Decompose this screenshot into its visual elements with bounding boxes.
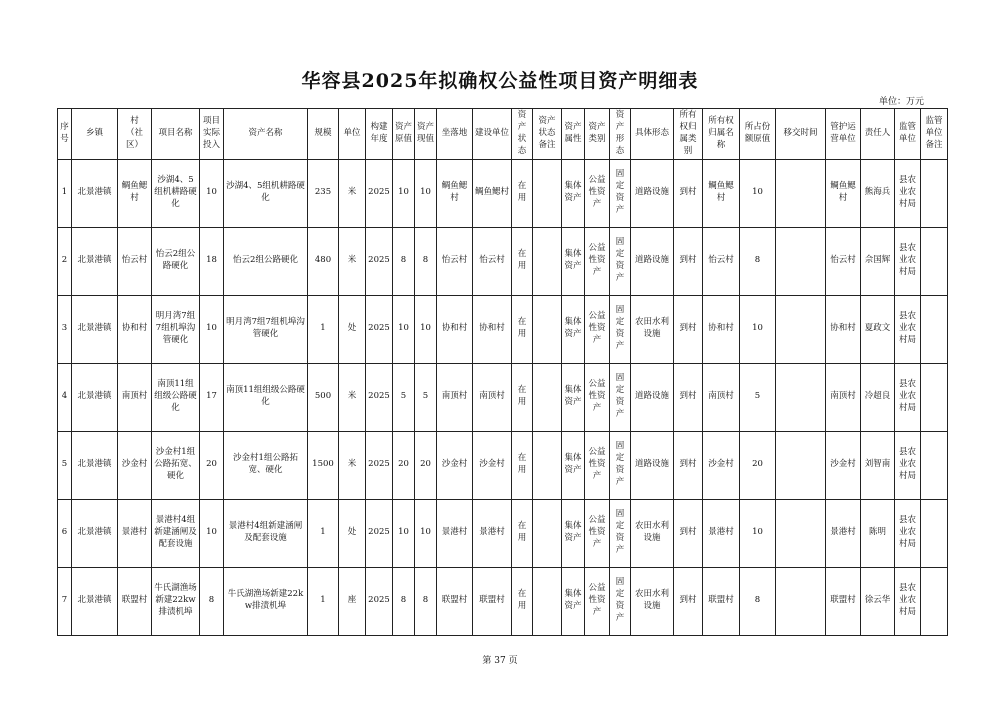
table-cell: 18 <box>200 227 224 295</box>
table-cell: 米 <box>339 227 366 295</box>
table-cell: 20 <box>740 431 776 499</box>
table-cell: 10 <box>393 159 415 227</box>
table-cell: 10 <box>200 295 224 363</box>
table-cell: 到村 <box>674 159 703 227</box>
table-cell: 北景港镇 <box>72 499 118 567</box>
table-cell: 固定资产 <box>610 567 631 635</box>
table-cell <box>776 431 826 499</box>
column-header: 资产原值 <box>393 109 415 160</box>
table-cell: 10 <box>415 499 437 567</box>
table-cell: 道路设施 <box>631 431 674 499</box>
table-cell: 南顶村 <box>826 363 861 431</box>
table-cell <box>921 363 948 431</box>
table-cell: 鲷鱼鳃村 <box>473 159 512 227</box>
table-cell: 沙金村1组公路拓宽、硬化 <box>224 431 308 499</box>
table-cell: 徐云华 <box>861 567 895 635</box>
unit-label: 单位：万元 <box>878 97 924 107</box>
table-cell: 20 <box>415 431 437 499</box>
column-header: 所占份额原值 <box>740 109 776 160</box>
table-cell: 县农业农村局 <box>895 431 921 499</box>
table-cell <box>533 159 562 227</box>
table-cell <box>921 499 948 567</box>
table-cell: 在用 <box>512 499 533 567</box>
column-header: 坐落地 <box>437 109 473 160</box>
table-cell <box>776 499 826 567</box>
table-cell: 鲷鱼鳃村 <box>437 159 473 227</box>
table-cell: 2025 <box>366 159 393 227</box>
table-cell: 8 <box>200 567 224 635</box>
table-cell: 10 <box>740 295 776 363</box>
table-cell: 南顶村 <box>437 363 473 431</box>
column-header: 规模 <box>308 109 339 160</box>
table-cell: 10 <box>740 499 776 567</box>
table-cell: 明月湾7组7组机埠沟管硬化 <box>224 295 308 363</box>
table-cell: 北景港镇 <box>72 431 118 499</box>
table-cell: 2025 <box>366 227 393 295</box>
table-cell: 20 <box>393 431 415 499</box>
table-cell: 佘国辉 <box>861 227 895 295</box>
table-cell: 沙金村 <box>473 431 512 499</box>
table-cell: 在用 <box>512 295 533 363</box>
table-cell: 怡云村 <box>826 227 861 295</box>
table-row <box>58 227 948 295</box>
table-cell: 景港村 <box>703 499 740 567</box>
table-cell: 陈明 <box>861 499 895 567</box>
table-cell: 县农业农村局 <box>895 295 921 363</box>
table-cell <box>921 295 948 363</box>
table-cell: 在用 <box>512 431 533 499</box>
table-cell: 5 <box>415 363 437 431</box>
table-cell: 南顶11组组级公路硬化 <box>152 363 200 431</box>
column-header: 责任人 <box>861 109 895 160</box>
table-cell <box>776 295 826 363</box>
table-cell: 冷超良 <box>861 363 895 431</box>
table-cell: 3 <box>58 295 72 363</box>
table-cell: 鲷鱼鳃村 <box>703 159 740 227</box>
table-cell: 南顶11组组级公路硬化 <box>224 363 308 431</box>
table-cell: 8 <box>393 227 415 295</box>
table-cell: 公益性资产 <box>585 159 610 227</box>
table-cell <box>533 499 562 567</box>
table-row <box>58 363 948 431</box>
table-cell: 2025 <box>366 499 393 567</box>
table-cell: 公益性资产 <box>585 295 610 363</box>
table-cell: 县农业农村局 <box>895 567 921 635</box>
table-cell: 沙金村 <box>437 431 473 499</box>
table-cell: 集体资产 <box>562 363 585 431</box>
column-header: 单位 <box>339 109 366 160</box>
table-cell: 6 <box>58 499 72 567</box>
table-cell: 5 <box>740 363 776 431</box>
column-header: 资产现值 <box>415 109 437 160</box>
table-cell: 公益性资产 <box>585 567 610 635</box>
table-cell: 沙湖4、5组机耕路硬化 <box>152 159 200 227</box>
table-cell <box>776 227 826 295</box>
table-cell: 怡云村 <box>703 227 740 295</box>
table-cell: 到村 <box>674 567 703 635</box>
table-cell: 4 <box>58 363 72 431</box>
table-cell <box>776 159 826 227</box>
table-cell: 8 <box>740 567 776 635</box>
table-cell: 北景港镇 <box>72 363 118 431</box>
table-cell: 10 <box>393 295 415 363</box>
table-cell: 7 <box>58 567 72 635</box>
table-cell <box>533 363 562 431</box>
table-cell: 协和村 <box>703 295 740 363</box>
table-cell: 协和村 <box>437 295 473 363</box>
table-cell: 8 <box>415 227 437 295</box>
table-cell: 道路设施 <box>631 227 674 295</box>
column-header: 村 （社区） <box>118 109 152 160</box>
table-cell: 集体资产 <box>562 227 585 295</box>
column-header: 资产形态 <box>610 109 631 160</box>
table-cell: 县农业农村局 <box>895 363 921 431</box>
table-cell: 北景港镇 <box>72 295 118 363</box>
table-cell: 沙金村 <box>826 431 861 499</box>
table-cell: 在用 <box>512 363 533 431</box>
table-cell: 县农业农村局 <box>895 227 921 295</box>
table-cell: 到村 <box>674 295 703 363</box>
table-cell: 2025 <box>366 431 393 499</box>
table-cell: 10 <box>415 159 437 227</box>
table-cell: 南顶村 <box>473 363 512 431</box>
table-cell: 2 <box>58 227 72 295</box>
table-cell: 到村 <box>674 227 703 295</box>
table-cell: 怡云2组公路硬化 <box>224 227 308 295</box>
table-cell: 公益性资产 <box>585 227 610 295</box>
column-header: 序号 <box>58 109 72 160</box>
column-header: 管护运营单位 <box>826 109 861 160</box>
table-cell: 夏政文 <box>861 295 895 363</box>
table-cell: 1 <box>308 567 339 635</box>
table-cell: 1 <box>58 159 72 227</box>
table-cell: 10 <box>200 159 224 227</box>
table-cell: 集体资产 <box>562 499 585 567</box>
table-cell <box>533 227 562 295</box>
table-cell: 到村 <box>674 431 703 499</box>
table-cell: 米 <box>339 159 366 227</box>
asset-detail-table <box>57 108 948 636</box>
table-cell <box>921 567 948 635</box>
table-cell: 沙金村 <box>703 431 740 499</box>
column-header: 资产状态备注 <box>533 109 562 160</box>
table-cell: 固定资产 <box>610 159 631 227</box>
table-cell: 集体资产 <box>562 295 585 363</box>
page-number: 第 37 页 <box>482 656 518 666</box>
table-cell: 10 <box>200 499 224 567</box>
table-cell: 固定资产 <box>610 295 631 363</box>
table-cell: 牛氏湖渔场新建22kw排渍机埠 <box>152 567 200 635</box>
table-cell: 480 <box>308 227 339 295</box>
table-cell: 500 <box>308 363 339 431</box>
table-cell: 农田水利设施 <box>631 295 674 363</box>
table-cell <box>921 159 948 227</box>
table-cell: 南顶村 <box>118 363 152 431</box>
table-cell: 协和村 <box>473 295 512 363</box>
table-cell: 5 <box>58 431 72 499</box>
table-cell: 235 <box>308 159 339 227</box>
table-cell: 到村 <box>674 363 703 431</box>
table-cell: 固定资产 <box>610 431 631 499</box>
table-cell <box>776 363 826 431</box>
table-cell: 北景港镇 <box>72 567 118 635</box>
table-cell: 公益性资产 <box>585 499 610 567</box>
table-cell: 固定资产 <box>610 499 631 567</box>
table-cell: 20 <box>200 431 224 499</box>
table-cell: 景港村4组新建涵闸及配套设施 <box>152 499 200 567</box>
table-cell: 到村 <box>674 499 703 567</box>
table-cell: 怡云村 <box>473 227 512 295</box>
column-header: 乡镇 <box>72 109 118 160</box>
column-header: 具体形态 <box>631 109 674 160</box>
table-cell: 8 <box>393 567 415 635</box>
table-cell: 联盟村 <box>118 567 152 635</box>
table-cell <box>776 567 826 635</box>
page-title: 华容县2025年拟确权公益性项目资产明细表 <box>301 70 699 92</box>
table-cell: 农田水利设施 <box>631 567 674 635</box>
table-row <box>58 567 948 635</box>
table-cell: 鲷鱼鳃村 <box>826 159 861 227</box>
table-cell: 北景港镇 <box>72 227 118 295</box>
table-cell: 道路设施 <box>631 159 674 227</box>
table-cell: 10 <box>740 159 776 227</box>
table-cell <box>921 431 948 499</box>
table-cell: 公益性资产 <box>585 431 610 499</box>
table-cell: 协和村 <box>826 295 861 363</box>
table-cell: 固定资产 <box>610 363 631 431</box>
table-cell: 沙金村1组公路拓宽、硬化 <box>152 431 200 499</box>
column-header: 项目名称 <box>152 109 200 160</box>
table-cell: 2025 <box>366 567 393 635</box>
table-cell: 1 <box>308 499 339 567</box>
table-cell <box>921 227 948 295</box>
table-cell <box>533 567 562 635</box>
table-cell: 固定资产 <box>610 227 631 295</box>
table-cell: 联盟村 <box>703 567 740 635</box>
table-row <box>58 295 948 363</box>
column-header: 所有权归属名称 <box>703 109 740 160</box>
table-cell: 1 <box>308 295 339 363</box>
column-header: 资产名称 <box>224 109 308 160</box>
table-row <box>58 499 948 567</box>
column-header: 所有权归属类别 <box>674 109 703 160</box>
table-cell: 在用 <box>512 159 533 227</box>
table-cell: 集体资产 <box>562 431 585 499</box>
table-cell <box>533 295 562 363</box>
column-header: 建设单位 <box>473 109 512 160</box>
table-cell: 怡云村 <box>437 227 473 295</box>
table-cell: 协和村 <box>118 295 152 363</box>
column-header: 资产属性 <box>562 109 585 160</box>
table-cell: 熊海兵 <box>861 159 895 227</box>
table-cell: 县农业农村局 <box>895 499 921 567</box>
table-cell: 怡云村 <box>118 227 152 295</box>
table-cell: 在用 <box>512 567 533 635</box>
table-cell: 2025 <box>366 363 393 431</box>
table-cell: 17 <box>200 363 224 431</box>
table-cell: 明月湾7组7组机埠沟管硬化 <box>152 295 200 363</box>
table-cell: 鲷鱼鳃村 <box>118 159 152 227</box>
table-cell: 座 <box>339 567 366 635</box>
table-cell: 南顶村 <box>703 363 740 431</box>
table-cell: 景港村 <box>826 499 861 567</box>
table-cell: 5 <box>393 363 415 431</box>
column-header: 构建年度 <box>366 109 393 160</box>
table-cell: 在用 <box>512 227 533 295</box>
table-cell: 8 <box>740 227 776 295</box>
table-cell: 牛氏湖渔场新建22kw排渍机埠 <box>224 567 308 635</box>
table-cell: 处 <box>339 295 366 363</box>
table-cell: 景港村4组新建涵闸及配套设施 <box>224 499 308 567</box>
table-cell: 刘智南 <box>861 431 895 499</box>
table-cell: 县农业农村局 <box>895 159 921 227</box>
table-cell: 北景港镇 <box>72 159 118 227</box>
table-cell: 米 <box>339 363 366 431</box>
table-cell: 1500 <box>308 431 339 499</box>
table-cell <box>533 431 562 499</box>
table-row <box>58 159 948 227</box>
table-cell: 公益性资产 <box>585 363 610 431</box>
table-cell: 联盟村 <box>826 567 861 635</box>
table-cell: 集体资产 <box>562 567 585 635</box>
table-cell: 集体资产 <box>562 159 585 227</box>
table-cell: 景港村 <box>437 499 473 567</box>
table-cell: 沙湖4、5组机耕路硬化 <box>224 159 308 227</box>
table-cell: 8 <box>415 567 437 635</box>
table-cell: 景港村 <box>473 499 512 567</box>
table-cell: 农田水利设施 <box>631 499 674 567</box>
table-header-row <box>58 109 948 160</box>
table-cell: 道路设施 <box>631 363 674 431</box>
column-header: 监管单位备注 <box>921 109 948 160</box>
table-cell: 联盟村 <box>473 567 512 635</box>
table-cell: 处 <box>339 499 366 567</box>
table-cell: 米 <box>339 431 366 499</box>
column-header: 资产类别 <box>585 109 610 160</box>
table-cell: 2025 <box>366 295 393 363</box>
table-cell: 沙金村 <box>118 431 152 499</box>
table-cell: 怡云2组公路硬化 <box>152 227 200 295</box>
table-cell: 10 <box>415 295 437 363</box>
column-header: 资产状态 <box>512 109 533 160</box>
table-row <box>58 431 948 499</box>
table-cell: 10 <box>393 499 415 567</box>
column-header: 移交时间 <box>776 109 826 160</box>
table-cell: 联盟村 <box>437 567 473 635</box>
table-cell: 景港村 <box>118 499 152 567</box>
column-header: 监管单位 <box>895 109 921 160</box>
column-header: 项目实际投入 <box>200 109 224 160</box>
